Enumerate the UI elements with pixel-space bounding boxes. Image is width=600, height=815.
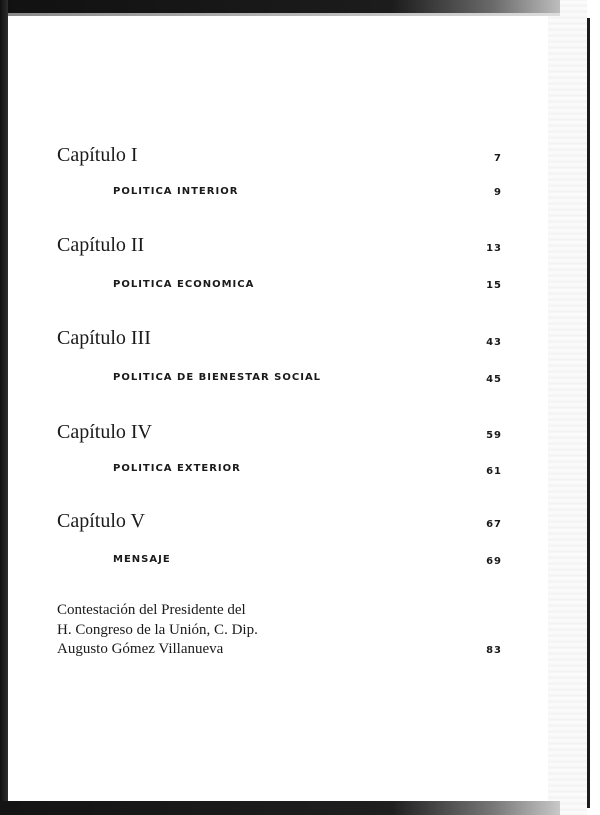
- chapter-5-section-page: 69: [486, 556, 502, 567]
- chapter-5-section-title: MENSAJE: [113, 554, 171, 565]
- chapter-1-section-title: POLITICA INTERIOR: [113, 186, 239, 197]
- chapter-2-section-page: 15: [486, 280, 502, 291]
- chapter-2-title: Capítulo II: [57, 234, 145, 256]
- chapter-4-section-title: POLITICA EXTERIOR: [113, 463, 241, 474]
- chapter-3-section-title: POLITICA DE BIENESTAR SOCIAL: [113, 372, 322, 383]
- chapter-4-section-page: 61: [486, 466, 502, 477]
- chapter-4-title: Capítulo IV: [57, 421, 152, 443]
- closing-page: 83: [486, 645, 502, 656]
- closing-line-2: H. Congreso de la Unión, C. Dip.: [57, 622, 258, 638]
- chapter-1-page: 7: [494, 153, 502, 164]
- chapter-2-section-title: POLITICA ECONOMICA: [113, 279, 255, 290]
- closing-line-1: Contestación del Presidente del: [57, 602, 246, 618]
- chapter-2-page: 13: [486, 243, 502, 254]
- chapter-3-section-page: 45: [486, 374, 502, 385]
- chapter-1-section-page: 9: [494, 187, 502, 198]
- chapter-3-page: 43: [486, 337, 502, 348]
- chapter-3-title: Capítulo III: [57, 327, 151, 349]
- chapter-5-title: Capítulo V: [57, 510, 145, 532]
- chapter-4-page: 59: [486, 430, 502, 441]
- chapter-1-title: Capítulo I: [57, 144, 138, 166]
- closing-line-3: Augusto Gómez Villanueva: [57, 641, 224, 657]
- chapter-5-page: 67: [486, 519, 502, 530]
